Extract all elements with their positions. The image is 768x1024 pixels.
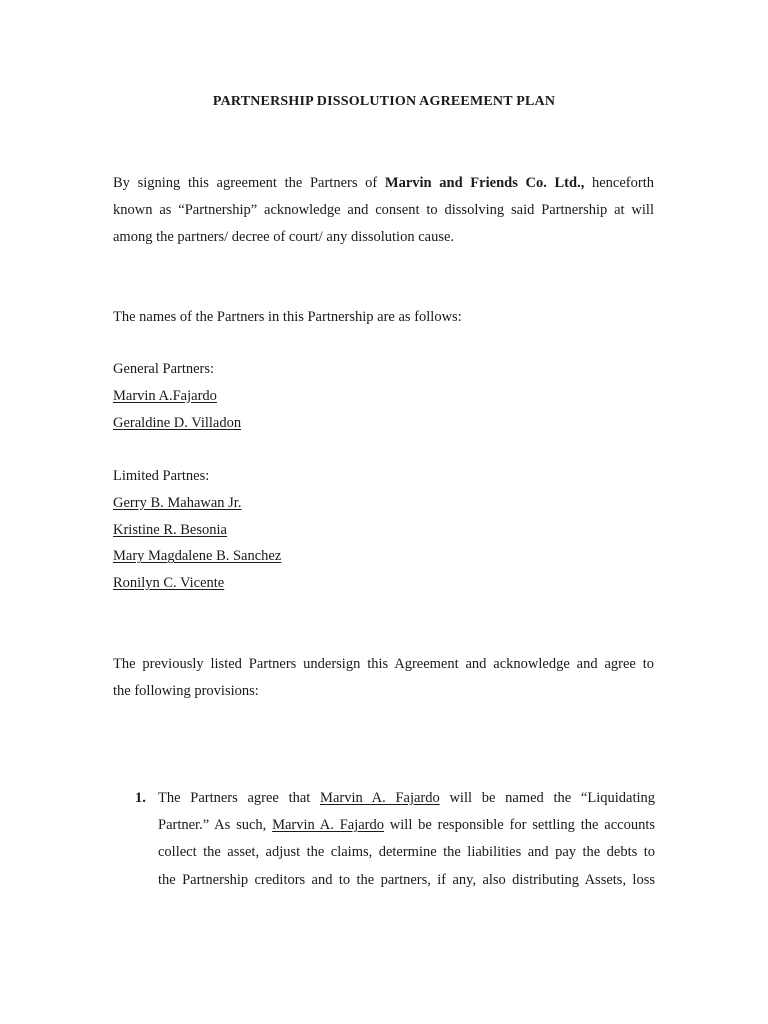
limited-partners-list xyxy=(113,463,281,597)
provision-text: will be named the “Liquidating xyxy=(439,790,656,806)
intro-line-3: among the partners/ decree of court/ any dissolution cause. xyxy=(113,228,455,245)
company-name: Marvin and Friends Co. Ltd., xyxy=(384,175,585,191)
intro-text: By signing this agreement the Partners of xyxy=(113,175,385,191)
provision-number: 1. xyxy=(135,790,146,806)
provision-text: Partner.” As such, xyxy=(158,817,273,834)
limited-partner-name: Mary Magdalene B. Sanchez xyxy=(113,548,282,565)
provision-line-4: the Partnership creditors and to the partners, if any, also distributing Assets, loss xyxy=(158,871,655,888)
general-partner-name: Marvin A.Fajardo xyxy=(113,387,217,404)
provision-text: The Partners agree that xyxy=(158,790,321,806)
undersign-line-1: The previously listed Partners undersign this Agreement and acknowledge and agree to xyxy=(113,656,654,672)
undersign-paragraph xyxy=(113,651,654,705)
liquidating-partner-name: Marvin A. Fajardo xyxy=(272,817,384,834)
provision-line-2 xyxy=(158,812,655,839)
general-partners-label: General Partners: xyxy=(113,361,215,377)
provision-text: will be responsible for settling the accounts xyxy=(384,817,655,834)
intro-line-1 xyxy=(113,170,654,197)
document-title: PARTNERSHIP DISSOLUTION AGREEMENT PLAN xyxy=(212,94,556,109)
limited-partner-name: Ronilyn C. Vicente xyxy=(113,575,225,592)
liquidating-partner-name: Marvin A. Fajardo xyxy=(320,790,440,806)
limited-partners-label: Limited Partnes: xyxy=(113,468,210,484)
intro-paragraph xyxy=(113,170,654,250)
general-partners-list xyxy=(113,356,241,436)
partners-heading: The names of the Partners in this Partnership are as follows: xyxy=(113,309,462,325)
limited-partner-name: Gerry B. Mahawan Jr. xyxy=(113,494,242,511)
provision-line-3: collect the asset, adjust the claims, determine the liabilities and pay the debts to xyxy=(158,844,655,861)
provision-body xyxy=(158,785,655,894)
intro-text: henceforth xyxy=(584,175,654,191)
general-partner-name: Geraldine D. Villadon xyxy=(113,414,242,431)
limited-partner-name: Kristine R. Besonia xyxy=(113,521,227,538)
undersign-line-2: the following provisions: xyxy=(113,682,259,699)
provision-line-1 xyxy=(158,785,655,812)
intro-line-2: known as “Partnership” acknowledge and consent to dissolving said Partnership at will xyxy=(113,201,654,218)
